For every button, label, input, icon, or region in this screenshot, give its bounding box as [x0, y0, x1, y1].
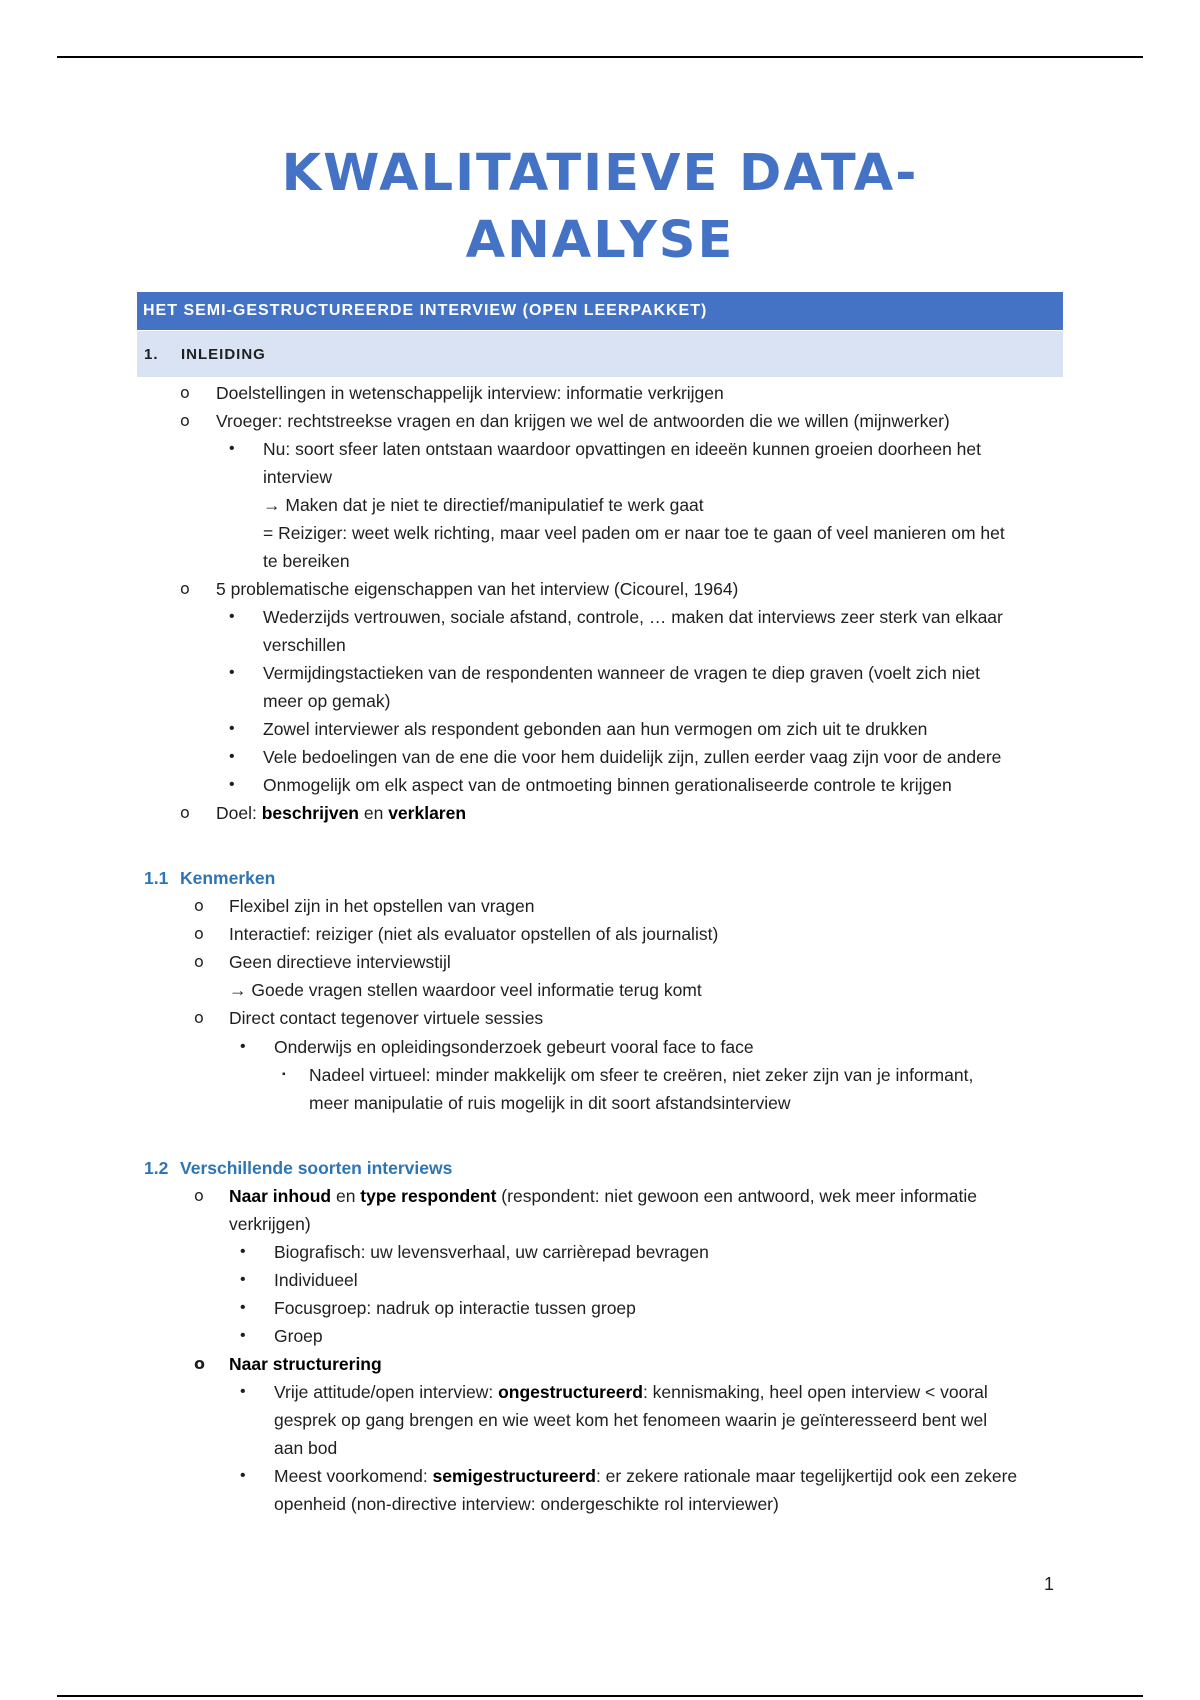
list-item-continuation: verkrijgen)	[229, 1214, 311, 1234]
list-item: Biografisch: uw levensverhaal, uw carrièrepad bevragen	[274, 1242, 709, 1262]
list-item: Interactief: reiziger (niet als evaluator opstellen of als journalist)	[229, 924, 719, 944]
subsection-heading: 1.1 Kenmerken	[144, 868, 276, 888]
circle-bullet: o	[180, 579, 190, 598]
list-item: Focusgroep: nadruk op interactie tussen groep	[274, 1298, 636, 1318]
list-item: Onmogelijk om elk aspect van de ontmoeting binnen gerationaliseerde controle te krijgen	[263, 775, 952, 795]
list-item-continuation: verschillen	[263, 635, 346, 655]
document-title: KWALITATIEVE DATA- ANALYSE	[281, 144, 919, 270]
circle-bullet: o	[194, 952, 204, 971]
circle-bullet: o	[180, 411, 190, 430]
list-item: Nadeel virtueel: minder makkelijk om sfeer te creëren, niet zeker zijn van je informant,	[309, 1065, 974, 1085]
circle-bullet: o	[194, 1186, 204, 1205]
header-rule	[57, 56, 1143, 58]
dot-bullet: •	[229, 608, 235, 625]
list-item: Naar structurering	[229, 1354, 382, 1374]
list-item-continuation: meer manipulatie of ruis mogelijk in dit soort afstandsinterview	[309, 1093, 791, 1113]
list-item: Geen directieve interviewstijl	[229, 952, 451, 972]
list-item: Wederzijds vertrouwen, sociale afstand, controle, … maken dat interviews zeer sterk van elkaar	[263, 607, 1003, 627]
list-item: Naar inhoud en type respondent (respondent: niet gewoon een antwoord, wek meer informatie	[229, 1186, 977, 1206]
subsection-heading: 1.2 Verschillende soorten interviews	[144, 1158, 453, 1178]
list-item-continuation: → Goede vragen stellen waardoor veel informatie terug komt	[229, 980, 702, 1000]
list-item-continuation: = Reiziger: weet welk richting, maar veel paden om er naar toe te gaan of veel manieren om het	[263, 523, 1005, 543]
section-header: HET SEMI-GESTRUCTUREERDE INTERVIEW (OPEN LEERPAKKET)	[137, 292, 1063, 330]
square-bullet: ▪	[282, 1069, 286, 1080]
page-number: 1	[1044, 1574, 1055, 1594]
chapter-number: 1.	[144, 345, 159, 363]
dot-bullet: •	[240, 1467, 246, 1484]
footer-rule	[57, 1695, 1143, 1697]
list-item-continuation: interview	[263, 467, 333, 487]
chapter-header	[137, 331, 1063, 377]
list-item: Nu: soort sfeer laten ontstaan waardoor opvattingen en ideeën kunnen groeien doorheen het	[263, 439, 982, 459]
circle-bullet: o	[194, 1354, 205, 1373]
circle-bullet: o	[194, 896, 204, 915]
circle-bullet: o	[194, 924, 204, 943]
list-item: Vele bedoelingen van de ene die voor hem duidelijk zijn, zullen eerder vaag zijn voor de andere	[263, 747, 1002, 767]
circle-bullet: o	[194, 1008, 204, 1027]
list-item: Individueel	[274, 1270, 358, 1290]
dot-bullet: •	[229, 748, 235, 765]
dot-bullet: •	[240, 1271, 246, 1288]
list-item: Direct contact tegenover virtuele sessies	[229, 1008, 544, 1028]
list-item: Vermijdingstactieken van de respondenten wanneer de vragen te diep graven (voelt zich niet	[263, 663, 980, 683]
list-item: Doel: beschrijven en verklaren	[216, 803, 467, 823]
dot-bullet: •	[240, 1299, 246, 1316]
list-item: Flexibel zijn in het opstellen van vragen	[229, 896, 535, 916]
list-item: Doelstellingen in wetenschappelijk interview: informatie verkrijgen	[216, 383, 724, 403]
list-item-continuation: openheid (non-directive interview: ondergeschikte rol interviewer)	[274, 1494, 779, 1514]
dot-bullet: •	[240, 1383, 246, 1400]
list-item-continuation: → Maken dat je niet te directief/manipulatief te werk gaat	[263, 495, 704, 515]
dot-bullet: •	[229, 440, 235, 457]
dot-bullet: •	[240, 1327, 246, 1344]
circle-bullet: o	[180, 383, 190, 402]
list-item: Vrije attitude/open interview: ongestructureerd: kennismaking, heel open interview < vooral	[274, 1382, 988, 1402]
list-item-continuation: te bereiken	[263, 551, 350, 571]
list-item: Zowel interviewer als respondent gebonden aan hun vermogen om zich uit te drukken	[263, 719, 928, 739]
dot-bullet: •	[240, 1243, 246, 1260]
list-item-continuation: gesprek op gang brengen en wie weet kom het fenomeen waarin je geïnteresseerd bent wel	[274, 1410, 988, 1430]
dot-bullet: •	[229, 664, 235, 681]
list-item-continuation: meer op gemak)	[263, 691, 391, 711]
list-item: Meest voorkomend: semigestructureerd: er zekere rationale maar tegelijkertijd ook een zekere	[274, 1466, 1018, 1486]
dot-bullet: •	[229, 720, 235, 737]
dot-bullet: •	[240, 1038, 246, 1055]
list-item: Vroeger: rechtstreekse vragen en dan krijgen we wel de antwoorden die we willen (mijnwerker)	[216, 411, 950, 431]
list-item: 5 problematische eigenschappen van het interview (Cicourel, 1964)	[216, 579, 739, 599]
circle-bullet: o	[180, 803, 190, 822]
list-item: Groep	[274, 1326, 323, 1346]
list-item: Onderwijs en opleidingsonderzoek gebeurt vooral face to face	[274, 1037, 754, 1057]
dot-bullet: •	[229, 776, 235, 793]
chapter-title: INLEIDING	[181, 345, 266, 363]
list-item-continuation: aan bod	[274, 1438, 338, 1458]
